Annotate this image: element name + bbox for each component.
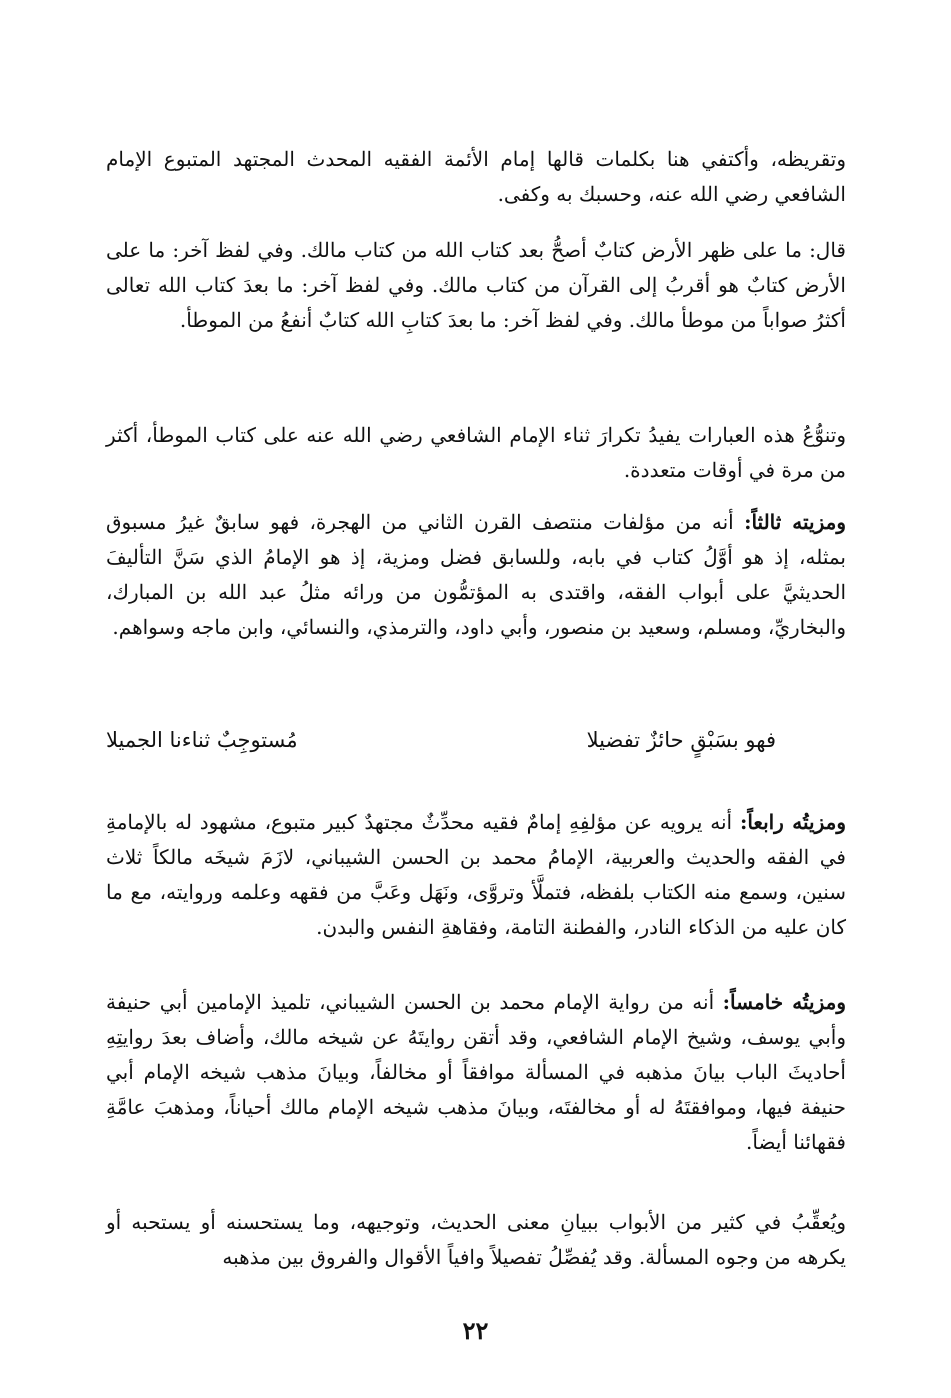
poetry-verse (106, 728, 846, 768)
verse-first-hemistich: فهو بسَبْقٍ حائزٌ تفضيلا (586, 728, 776, 752)
paragraph-text: وتقريظه، وأكتفي هنا بكلمات قالها إمام الأئمة الفقيه المحدث المجتهد المتبوع الإمام الشافعي رضي الله عنه، وحسبك به وكفى. (106, 147, 846, 206)
paragraph-lead: ومزيته ثالثاً: (744, 510, 846, 534)
paragraph-lead: ومزيتُه رابعاً: (739, 810, 846, 834)
paragraph-text: قال: ما على ظهر الأرض كتابٌ أصحُّ بعد كتاب الله من كتاب مالك. وفي لفظ آخر: ما على الأرض كتابٌ هو أقربُ إلى القرآن من كتاب مالك. وفي لفظ آخر: ما بعدَ كتاب الله تعالى أكثرُ صواباً من موطأ مالك. وفي لفظ آخر: ما بعدَ كتابِ الله كتابٌ أنفعُ من الموطأ. (106, 238, 846, 332)
paragraph (106, 805, 846, 945)
paragraph-lead: ومزيتُه خامساً: (722, 990, 846, 1014)
paragraph-text: أنه من رواية الإمام محمد بن الحسن الشيباني، تلميذ الإمامين أبي حنيفة وأبي يوسف، وشيخ الإمام الشافعي، وقد أتقن روايتَهُ عن شيخه مالك، وأضاف بعدَ روايتِهِ أحاديثَ الباب بيانَ مذهبه في المسألة موافقاً أو مخالفاً، وبيانَ مذهب شيخه الإمام أبي حنيفة فيها، وموافقتَهُ له أو مخالفتَه، وبيانَ مذهب شيخه الإمام مالك أحياناً، ومذهبَ عامَّةِ فقهائنا أيضاً. (106, 990, 847, 1154)
paragraph-text: أنه من مؤلفات منتصف القرن الثاني من الهجرة، فهو سابقٌ غيرُ مسبوق بمثله، إذ هو أوَّلُ كتاب في بابه، وللسابق فضل ومزية، إذ هو الإمامُ الذي سَنَّ التأليفَ الحديثيَّ على أبواب الفقه، واقتدى به المؤتمُّون من ورائه مثلُ عبد الله بن المبارك، والبخاريِّ، ومسلم، وسعيد بن منصور، وأبي داود، والترمذي، والنسائي، وابن ماجه وسواهم. (106, 510, 846, 639)
paragraph (106, 505, 846, 645)
paragraph (106, 1205, 846, 1275)
paragraph-text: أنه يرويه عن مؤلفِهِ إمامٌ فقيه محدِّثٌ مجتهدٌ كبير متبوع، مشهود له بالإمامةِ في الفقه والحديث والعربية، الإمامُ محمد بن الحسن الشيباني، لازَمَ شيخَه مالكاً ثلاث سنين، وسمع منه الكتاب بلفظه، فتملَّأ وتروَّى، ونَهَل وعَبَّ من فقهه وعلمه وروايته، مع ما كان عليه من الذكاء النادر، والفطنة التامة، وفقاهةِ النفس والبدن. (106, 810, 846, 939)
paragraph (106, 142, 846, 212)
verse-second-hemistich: مُستوجِبٌ ثناءنا الجميلا (106, 728, 298, 752)
paragraph-text: ويُعقِّبُ في كثير من الأبواب ببيانِ معنى الحديث، وتوجيهه، وما يستحسنه أو يستحبه أو يكرهه من وجوه المسألة. وقد يُفصِّلُ تفصيلاً وافياً الأقوال والفروق بين مذهبه (106, 1210, 846, 1269)
paragraph-text: وتنوُّعُ هذه العبارات يفيدُ تكرارَ ثناء الإمام الشافعي رضي الله عنه على كتاب الموطأ، أكثر من مرة في أوقات متعددة. (106, 423, 846, 482)
paragraph (106, 985, 846, 1160)
paragraph (106, 418, 846, 488)
paragraph (106, 233, 846, 338)
page-number: ٢٢ (462, 1316, 489, 1345)
